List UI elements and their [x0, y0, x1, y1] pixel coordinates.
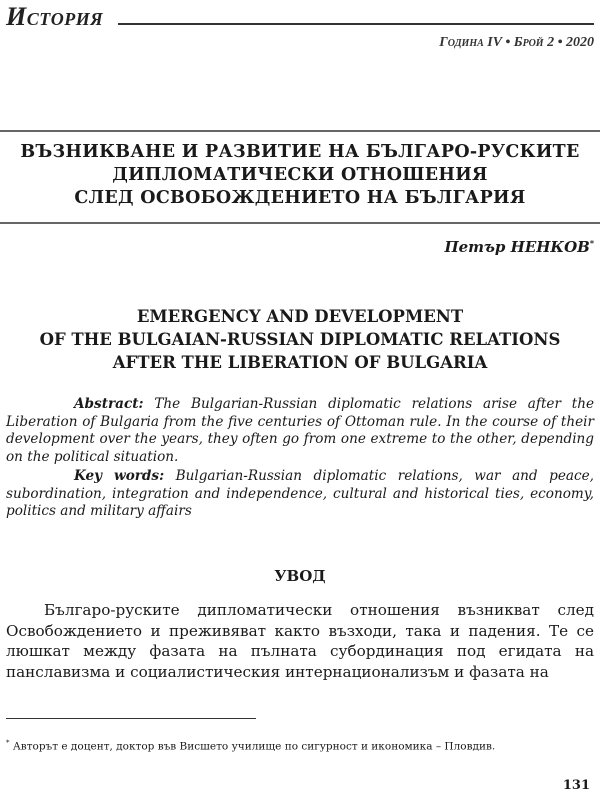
- bulgarian-title-line-2: ДИПЛОМАТИЧЕСКИ ОТНОШЕНИЯ: [112, 165, 488, 185]
- page-number: 131: [562, 778, 590, 793]
- section-heading: УВОД: [274, 567, 326, 585]
- abstract-text: The Bulgarian-Russian diplomatic relations arise after the Liberation of Bulgaria from the five centuries of Ottoman rule. In the course of their development over the years, they often go from one extreme to the other, depending on the political situation.: [6, 396, 594, 465]
- english-title: [0, 305, 600, 374]
- english-title-line-2: OF THE BULGAIAN-RUSSIAN DIPLOMATIC RELATIONS: [39, 330, 561, 349]
- english-title-line-3: AFTER THE LIBERATION OF BULGARIA: [112, 353, 488, 372]
- journal-name: История: [6, 2, 104, 31]
- bulgarian-title-line-1: ВЪЗНИКВАНЕ И РАЗВИТИЕ НА БЪЛГАРО-РУСКИТЕ: [20, 142, 580, 162]
- bulgarian-title: [0, 141, 600, 210]
- abstract-label: Abstract:: [74, 396, 144, 412]
- footnote-text: Авторът е доцент, доктор във Висшето училище по сигурност и икономика – Пловдив.: [12, 740, 496, 753]
- body-paragraph: Българо-руските дипломатически отношения възникват след Освобождението и преживяват както възходи, така и падения. Те се люшкат между фазата на пълната субординация под егидата на панславизма и социалистическия интернационализъм и фазата на: [6, 601, 594, 681]
- header-rule: [118, 23, 594, 25]
- author-name: Петър НЕНКОВ: [444, 238, 590, 256]
- footnote: [6, 735, 594, 755]
- author-footnote-mark: *: [589, 238, 594, 248]
- author-byline: [444, 238, 594, 256]
- keywords-label: Key words:: [74, 468, 165, 484]
- title-rule-top: [0, 130, 600, 132]
- title-rule-bottom: [0, 222, 600, 224]
- keywords-paragraph: [6, 468, 594, 521]
- footnote-mark: *: [6, 739, 10, 747]
- bulgarian-title-line-3: СЛЕД ОСВОБОЖДЕНИЕТО НА БЪЛГАРИЯ: [74, 188, 526, 208]
- issue-info: Година IV • Брой 2 • 2020: [439, 35, 594, 50]
- footnote-rule: [6, 718, 256, 719]
- abstract-paragraph: [6, 396, 594, 466]
- english-title-line-1: EMERGENCY AND DEVELOPMENT: [136, 307, 464, 326]
- keywords-text: Bulgarian-Russian diplomatic relations, war and peace, subordination, integration and independence, cultural and historical ties, economy, politics and military affairs: [6, 468, 594, 520]
